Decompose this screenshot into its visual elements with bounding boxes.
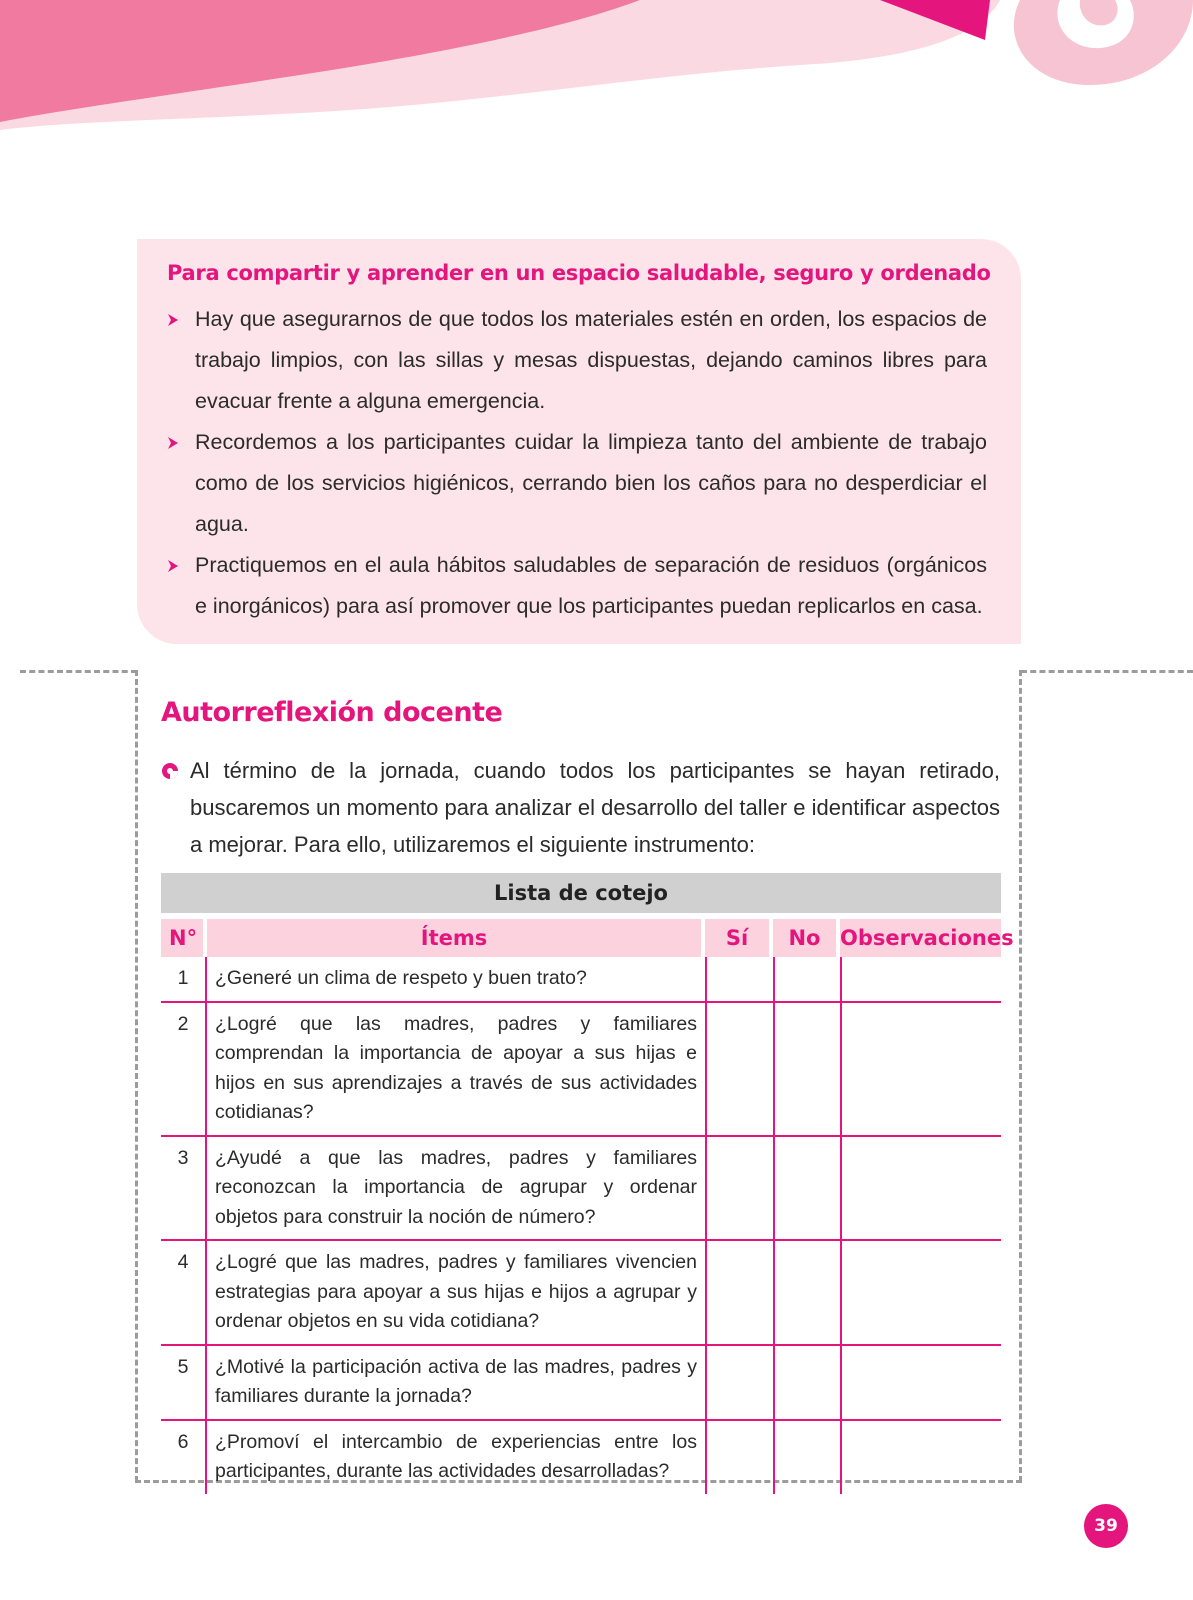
header-items: Ítems — [207, 919, 701, 957]
yes-checkbox-cell[interactable] — [705, 1346, 773, 1419]
header-num: N° — [161, 919, 203, 957]
observations-cell[interactable] — [840, 957, 1001, 1001]
table-row — [161, 1421, 1001, 1494]
dashed-divider-left — [20, 670, 137, 673]
row-item: ¿Logré que las madres, padres y familiares comprendan la importancia de apoyar a sus hijas e hijos en sus aprendizajes a través de sus actividades cotidianas? — [205, 1003, 705, 1135]
row-item: ¿Motivé la participación activa de las madres, padres y familiares durante la jornada? — [205, 1346, 705, 1419]
no-checkbox-cell[interactable] — [773, 1421, 840, 1494]
row-item: ¿Generé un clima de respeto y buen trato? — [205, 957, 705, 1001]
health-safety-box — [137, 239, 1021, 644]
dashed-divider-right — [1021, 670, 1193, 673]
intro-paragraph: Al término de la jornada, cuando todos los participantes se hayan retirado, buscaremos un momento para analizar el desarrollo del taller e identificar aspectos a mejorar. Para ello, utilizaremos el siguiente instrumento: — [190, 758, 1000, 857]
table-row — [161, 1241, 1001, 1346]
table-row — [161, 1346, 1001, 1421]
observations-cell[interactable] — [840, 1241, 1001, 1344]
row-item: ¿Logré que las madres, padres y familiares vivencien estrategias para apoyar a sus hijas e hijos a agrupar y ordenar objetos en su vida cotidiana? — [205, 1241, 705, 1344]
info-box-title: Para compartir y aprender en un espacio saludable, seguro y ordenado — [167, 261, 991, 285]
list-item — [167, 422, 987, 545]
table-row — [161, 1003, 1001, 1137]
list-item — [167, 545, 987, 627]
no-checkbox-cell[interactable] — [773, 1241, 840, 1344]
row-item: ¿Promoví el intercambio de experiencias entre los participantes, durante las actividades desarrolladas? — [205, 1421, 705, 1494]
table-header-row — [161, 919, 1014, 957]
header-observations: Observaciones — [840, 919, 1001, 957]
no-checkbox-cell[interactable] — [773, 957, 840, 1001]
checklist-table — [161, 873, 1014, 1494]
circle-bullet-icon — [161, 762, 179, 780]
no-checkbox-cell[interactable] — [773, 1346, 840, 1419]
chevron-right-icon — [167, 560, 179, 572]
yes-checkbox-cell[interactable] — [705, 1421, 773, 1494]
row-number: 6 — [177, 1430, 189, 1453]
header-decoration — [0, 0, 1193, 140]
header-no: No — [773, 919, 836, 957]
no-checkbox-cell[interactable] — [773, 1003, 840, 1135]
info-item-text: Practiquemos en el aula hábitos saludables de separación de residuos (orgánicos e inorgánicos) para así promover que los participantes puedan replicarlos en casa. — [195, 553, 987, 618]
section-title: Autorreflexión docente — [161, 697, 503, 728]
observations-cell[interactable] — [840, 1421, 1001, 1494]
chevron-right-icon — [167, 437, 179, 449]
dashed-frame-left — [135, 670, 138, 1482]
yes-checkbox-cell[interactable] — [705, 957, 773, 1001]
yes-checkbox-cell[interactable] — [705, 1241, 773, 1344]
header-yes: Sí — [705, 919, 769, 957]
yes-checkbox-cell[interactable] — [705, 1003, 773, 1135]
observations-cell[interactable] — [840, 1003, 1001, 1135]
observations-cell[interactable] — [840, 1346, 1001, 1419]
yes-checkbox-cell[interactable] — [705, 1137, 773, 1240]
row-number: 1 — [177, 967, 189, 989]
table-row — [161, 1137, 1001, 1242]
row-number: 3 — [177, 1146, 189, 1169]
no-checkbox-cell[interactable] — [773, 1137, 840, 1240]
page-number-badge: 39 — [1084, 1504, 1128, 1548]
dashed-frame-right — [1019, 670, 1022, 1482]
info-item-text: Hay que asegurarnos de que todos los materiales estén en orden, los espacios de trabajo limpios, con las sillas y mesas dispuestas, dejando caminos libres para evacuar frente a alguna emergencia. — [195, 307, 987, 413]
table-row — [161, 957, 1001, 1003]
row-number: 2 — [177, 1012, 189, 1035]
info-list — [167, 299, 987, 627]
checklist-title: Lista de cotejo — [161, 873, 1001, 913]
observations-cell[interactable] — [840, 1137, 1001, 1240]
row-number: 4 — [177, 1251, 189, 1273]
chevron-right-icon — [167, 314, 179, 326]
row-item: ¿Ayudé a que las madres, padres y familiares reconozcan la importancia de agrupar y ordenar objetos para construir la noción de número? — [205, 1137, 705, 1240]
list-item — [167, 299, 987, 422]
row-number: 5 — [177, 1355, 189, 1378]
info-item-text: Recordemos a los participantes cuidar la limpieza tanto del ambiente de trabajo como de los servicios higiénicos, cerrando bien los caños para no desperdiciar el agua. — [195, 430, 987, 536]
